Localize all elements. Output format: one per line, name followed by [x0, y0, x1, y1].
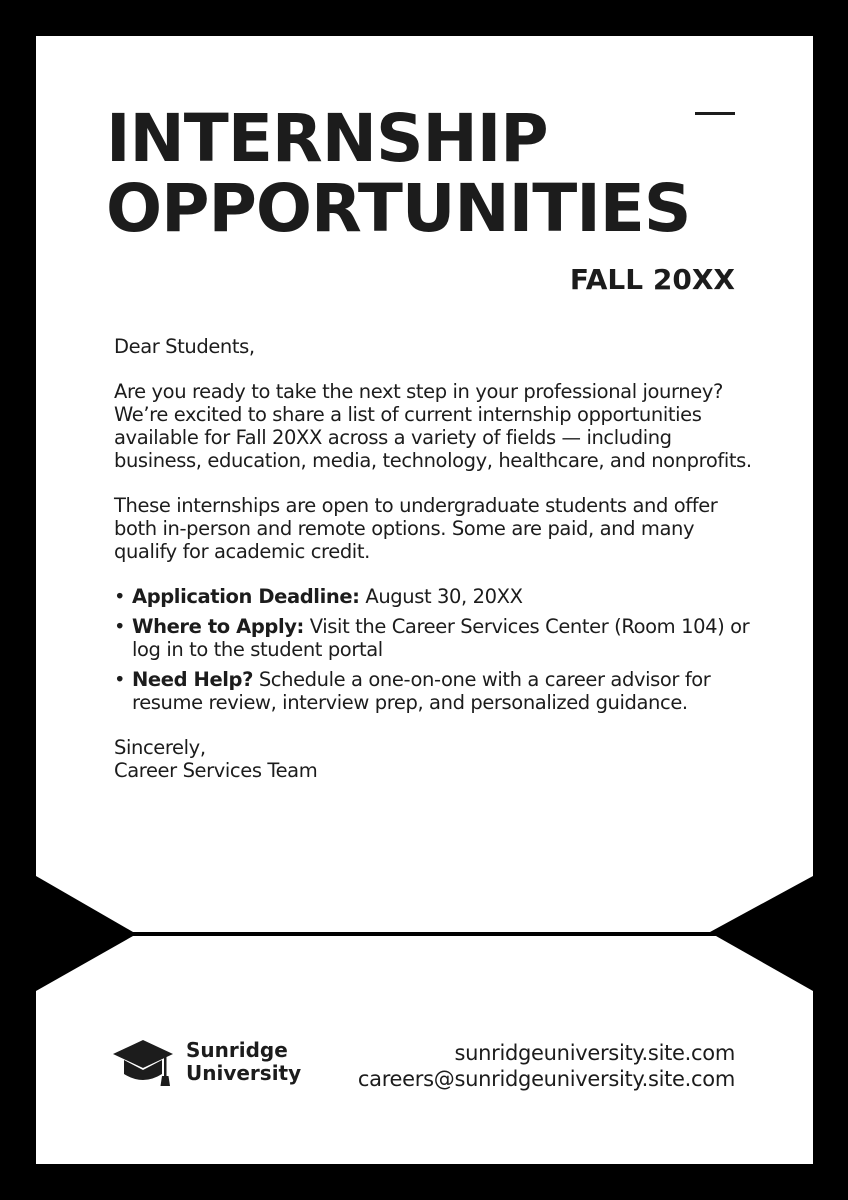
bullet-label: Application Deadline: — [132, 585, 360, 608]
paragraph-details: These internships are open to undergraduate students and offer both in-person and remote options. Some are paid, and many qualify for academic credit. — [114, 494, 718, 563]
bullet-label: Need Help? — [132, 668, 254, 691]
closing: Sincerely, — [114, 736, 206, 759]
page-title — [106, 100, 691, 247]
greeting: Dear Students, — [114, 335, 255, 358]
email-link[interactable]: careers@sunridgeuniversity.site.com — [357, 1067, 735, 1091]
list-item-where-to-apply — [114, 615, 754, 661]
info-list — [114, 585, 754, 714]
bullet-label: Where to Apply: — [132, 615, 304, 638]
bullet-text: Visit the Career Services Center (Room 104) or log in to the student portal — [132, 615, 750, 661]
website-link[interactable]: sunridgeuniversity.site.com — [454, 1041, 735, 1065]
letter-body — [114, 335, 754, 782]
university-name — [186, 1039, 301, 1085]
list-item-need-help — [114, 668, 754, 714]
title-line-2: OPPORTUNITIES — [106, 170, 691, 247]
season-label: FALL 20XX — [569, 263, 735, 296]
university-name-line-1: Sunridge — [186, 1038, 288, 1062]
list-item-deadline — [114, 585, 754, 608]
bullet-text: Schedule a one-on-one with a career advisor for resume review, interview prep, and personalized guidance. — [132, 668, 711, 714]
title-line-1: INTERNSHIP — [106, 100, 548, 177]
university-logo — [112, 1036, 301, 1088]
graduation-cap-icon — [112, 1036, 174, 1088]
contact-info — [358, 1040, 735, 1092]
paragraph-intro: Are you ready to take the next step in your professional journey? We’re excited to share a list of current internship opportunities available for Fall 20XX across a variety of fields — including business, education, media, technology, healthcare, and nonprofits. — [114, 380, 752, 472]
university-name-line-2: University — [186, 1061, 302, 1085]
bullet-text: August 30, 20XX — [359, 585, 523, 608]
signature: Career Services Team — [114, 759, 318, 782]
signoff — [114, 736, 754, 782]
decorative-dash — [695, 112, 735, 115]
